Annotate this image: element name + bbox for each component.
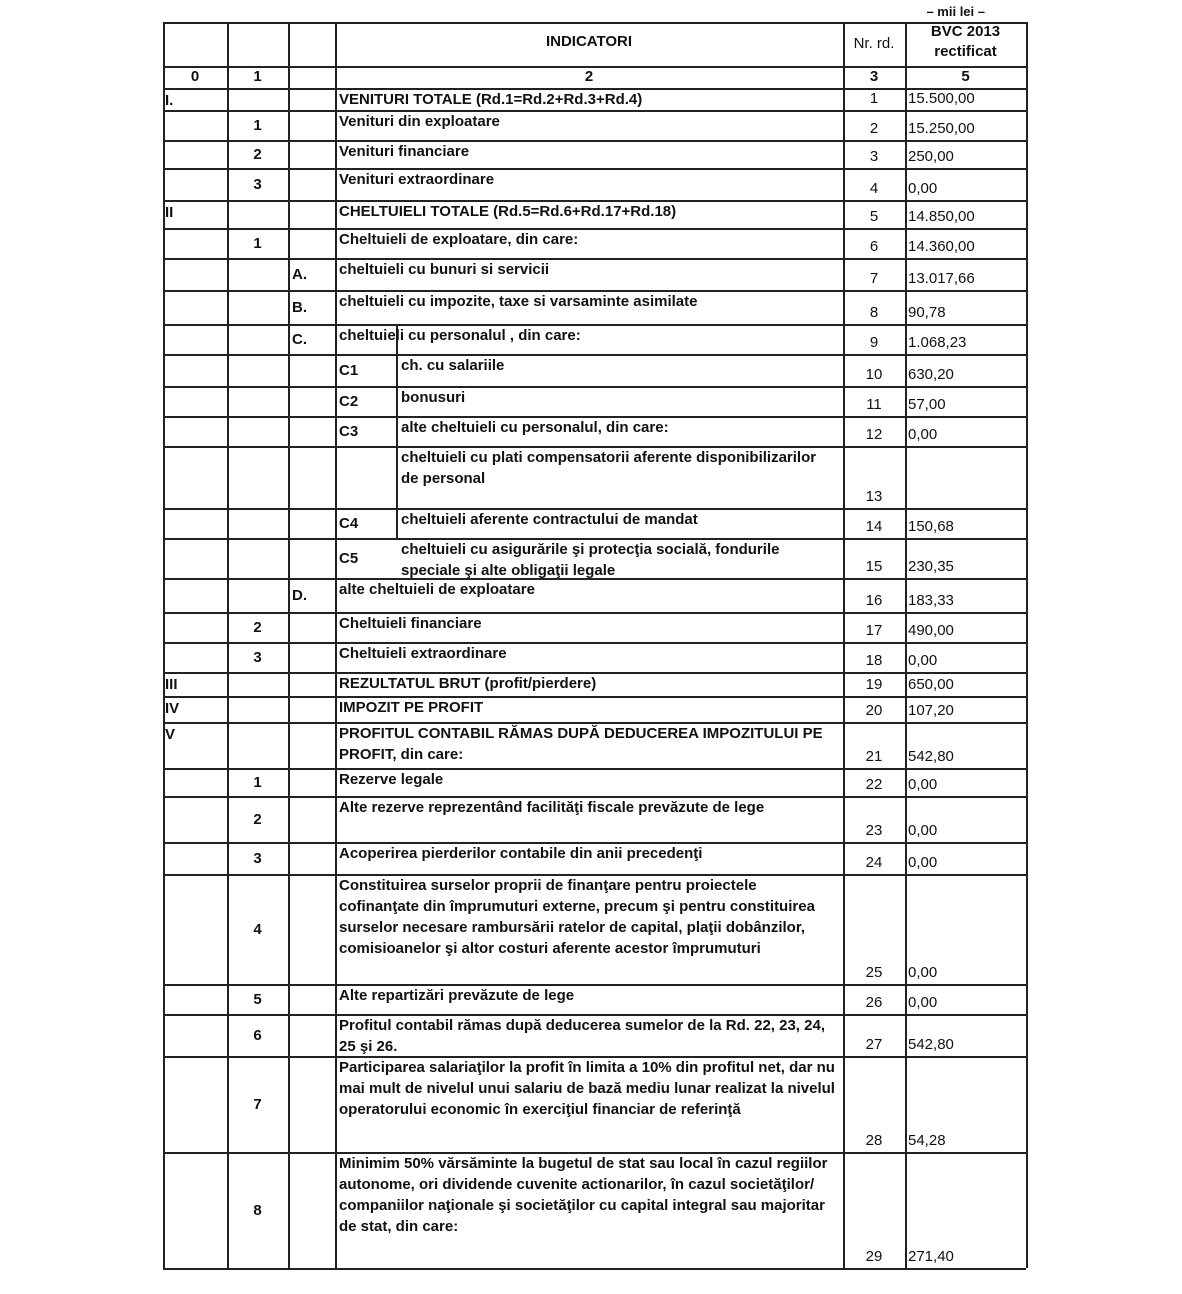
indicator-label: bonusuri bbox=[401, 389, 466, 406]
subsection-number: 6 bbox=[253, 1026, 262, 1044]
row-number: 13 bbox=[865, 488, 883, 505]
row-number: 20 bbox=[865, 702, 883, 719]
row-number: 23 bbox=[865, 822, 883, 839]
budget-value: 490,00 bbox=[908, 622, 954, 639]
grid-line-vertical bbox=[905, 22, 907, 1268]
row-number: 26 bbox=[865, 994, 883, 1011]
indicator-label: Rezerve legale bbox=[339, 771, 444, 788]
row-number: 2 bbox=[869, 120, 879, 137]
row-number: 5 bbox=[869, 208, 879, 225]
row-number: 21 bbox=[865, 748, 883, 765]
indicator-label: PROFITUL CONTABIL RĂMAS DUPĂ DEDUCEREA IMPOZITULUI PE PROFIT, din care: bbox=[339, 725, 823, 763]
row-number: 10 bbox=[865, 366, 883, 383]
column-number: 1 bbox=[253, 68, 262, 85]
subsection-number: 2 bbox=[253, 618, 262, 636]
budget-value: 150,68 bbox=[908, 518, 954, 535]
budget-value: 107,20 bbox=[908, 702, 954, 719]
budget-value: 0,00 bbox=[908, 426, 938, 443]
item-letter: C. bbox=[292, 330, 307, 348]
item-letter: B. bbox=[292, 298, 307, 316]
indicator-label: Alte rezerve reprezentând facilităţi fiscale prevăzute de lege bbox=[339, 799, 765, 816]
row-number: 24 bbox=[865, 854, 883, 871]
indicator-label: REZULTATUL BRUT (profit/pierdere) bbox=[339, 675, 597, 692]
section-number: I. bbox=[165, 92, 174, 109]
subsection-number: 5 bbox=[253, 990, 262, 1008]
grid-line-horizontal bbox=[163, 22, 1026, 24]
budget-value: 542,80 bbox=[908, 748, 954, 765]
indicator-label: Cheltuieli de exploatare, din care: bbox=[339, 231, 579, 248]
budget-value: 1.068,23 bbox=[908, 334, 967, 351]
section-number: IV bbox=[165, 700, 180, 717]
grid-line-vertical bbox=[396, 324, 398, 538]
indicator-label: Constituirea surselor proprii de finanţare pentru proiectele cofinanţate din împrumuturi externe, precum şi pentru constituirea surselor necesare rambursării ratelor de capital, plaţii dobânzilor, comisioanelor şi altor costuri aferente acestor împrumuturi bbox=[339, 877, 815, 957]
row-number: 28 bbox=[865, 1132, 883, 1149]
section-number: III bbox=[165, 676, 178, 693]
subsection-number: 8 bbox=[253, 1201, 262, 1219]
row-number: 4 bbox=[869, 180, 879, 197]
budget-value: 13.017,66 bbox=[908, 270, 975, 287]
item-code: C1 bbox=[339, 361, 359, 379]
budget-value: 271,40 bbox=[908, 1248, 954, 1265]
grid-line-vertical bbox=[288, 22, 290, 1268]
indicator-label: cheltuieli cu impozite, taxe si varsaminte asimilate bbox=[339, 293, 698, 310]
section-number: II bbox=[165, 204, 174, 221]
indicator-label: alte cheltuieli de exploatare bbox=[339, 581, 535, 598]
row-number: 11 bbox=[866, 396, 882, 413]
indicator-label: Acoperirea pierderilor contabile din anii precedenţi bbox=[339, 845, 703, 862]
indicator-label: IMPOZIT PE PROFIT bbox=[339, 699, 484, 716]
row-number: 12 bbox=[865, 426, 883, 443]
subsection-number: 3 bbox=[253, 175, 262, 193]
row-number: 27 bbox=[865, 1036, 883, 1053]
item-code: C5 bbox=[339, 549, 359, 567]
indicator-label: Venituri extraordinare bbox=[339, 171, 495, 188]
indicator-label: cheltuieli aferente contractului de mandat bbox=[401, 511, 698, 528]
item-code: C3 bbox=[339, 422, 359, 440]
subsection-number: 7 bbox=[253, 1095, 262, 1113]
indicator-label: Alte repartizări prevăzute de lege bbox=[339, 987, 575, 1004]
budget-value: 183,33 bbox=[908, 592, 954, 609]
budget-value: 14.360,00 bbox=[908, 238, 975, 255]
indicator-label: cheltuieli cu bunuri si servicii bbox=[339, 261, 550, 278]
budget-value: 250,00 bbox=[908, 148, 954, 165]
row-number: 15 bbox=[865, 558, 883, 575]
header-nr-rd: Nr. rd. bbox=[853, 35, 895, 52]
item-letter: D. bbox=[292, 586, 307, 604]
header-bvc: BVC 2013 rectificat bbox=[930, 23, 1001, 60]
subsection-number: 3 bbox=[253, 648, 262, 666]
indicator-label: cheltuieli cu personalul , din care: bbox=[339, 327, 581, 344]
grid-line-vertical bbox=[1026, 22, 1028, 1268]
indicator-label: Venituri financiare bbox=[339, 143, 470, 160]
indicator-label: VENITURI TOTALE (Rd.1=Rd.2+Rd.3+Rd.4) bbox=[339, 91, 643, 108]
budget-value: 90,78 bbox=[908, 304, 946, 321]
indicator-label: CHELTUIELI TOTALE (Rd.5=Rd.6+Rd.17+Rd.18) bbox=[339, 203, 677, 220]
row-number: 14 bbox=[865, 518, 883, 535]
row-number: 8 bbox=[869, 304, 879, 321]
budget-value: 0,00 bbox=[908, 822, 938, 839]
subsection-number: 2 bbox=[253, 810, 262, 828]
budget-value: 650,00 bbox=[908, 676, 954, 693]
indicator-label: ch. cu salariile bbox=[401, 357, 505, 374]
row-number: 7 bbox=[869, 270, 879, 287]
column-number: 3 bbox=[869, 68, 879, 85]
budget-value: 57,00 bbox=[908, 396, 946, 413]
row-number: 1 bbox=[869, 90, 879, 107]
row-number: 17 bbox=[865, 622, 883, 639]
header-indicatori: INDICATORI bbox=[545, 33, 633, 50]
indicator-label: Venituri din exploatare bbox=[339, 113, 500, 130]
budget-value: 0,00 bbox=[908, 854, 938, 871]
grid-line-vertical bbox=[335, 22, 337, 1268]
row-number: 9 bbox=[869, 334, 879, 351]
row-number: 25 bbox=[865, 964, 883, 981]
indicator-label: Cheltuieli financiare bbox=[339, 615, 482, 632]
row-number: 19 bbox=[865, 676, 883, 693]
section-number: V bbox=[165, 726, 176, 743]
budget-value: 0,00 bbox=[908, 776, 938, 793]
indicator-label: Profitul contabil rămas după deducerea sumelor de la Rd. 22, 23, 24, 25 şi 26. bbox=[339, 1017, 825, 1055]
subsection-number: 1 bbox=[253, 234, 262, 252]
item-code: C2 bbox=[339, 392, 359, 410]
budget-table bbox=[163, 22, 1026, 1268]
budget-value: 0,00 bbox=[908, 180, 938, 197]
column-number: 0 bbox=[190, 68, 200, 85]
budget-value: 0,00 bbox=[908, 652, 938, 669]
budget-value: 15.500,00 bbox=[908, 90, 975, 107]
subsection-number: 4 bbox=[253, 920, 262, 938]
indicator-label: Minimim 50% vărsăminte la bugetul de stat sau local în cazul regiilor autonome, ori dividende cuvenite actionarilor, în cazul societăţilor/ companiilor naţionale şi societăţilor cu capital integral sau majoritar de stat, din care: bbox=[339, 1155, 828, 1235]
budget-value: 0,00 bbox=[908, 964, 938, 981]
unit-note: – mii lei – bbox=[926, 4, 985, 19]
budget-value: 542,80 bbox=[908, 1036, 954, 1053]
item-letter: A. bbox=[292, 265, 307, 283]
column-number: 2 bbox=[584, 68, 594, 85]
row-number: 16 bbox=[865, 592, 883, 609]
column-number: 5 bbox=[961, 68, 970, 85]
indicator-label: Participarea salariaţilor la profit în limita a 10% din profitul net, dar nu mai mult de nivelul unui salariu de bază mediu lunar realizat la nivelul operatorului economic în exerciţiul financiar de referinţă bbox=[339, 1059, 835, 1118]
row-number: 3 bbox=[869, 148, 879, 165]
row-number: 18 bbox=[865, 652, 883, 669]
budget-value: 0,00 bbox=[908, 994, 938, 1011]
budget-value: 15.250,00 bbox=[908, 120, 975, 137]
indicator-label: alte cheltuieli cu personalul, din care: bbox=[401, 419, 669, 436]
indicator-label: cheltuieli cu plati compensatorii aferente disponibilizarilor de personal bbox=[401, 449, 817, 487]
subsection-number: 1 bbox=[253, 116, 262, 134]
row-number: 29 bbox=[865, 1248, 883, 1265]
item-code: C4 bbox=[339, 514, 359, 532]
indicator-label: cheltuieli cu asigurările şi protecţia socială, fondurile speciale şi alte obligaţii legale bbox=[401, 541, 780, 579]
budget-value: 54,28 bbox=[908, 1132, 946, 1149]
subsection-number: 1 bbox=[253, 773, 262, 791]
subsection-number: 3 bbox=[253, 849, 262, 867]
grid-line-vertical bbox=[227, 22, 229, 1268]
row-number: 22 bbox=[865, 776, 883, 793]
budget-value: 14.850,00 bbox=[908, 208, 975, 225]
indicator-label: Cheltuieli extraordinare bbox=[339, 645, 507, 662]
row-number: 6 bbox=[869, 238, 879, 255]
subsection-number: 2 bbox=[253, 145, 262, 163]
budget-value: 630,20 bbox=[908, 366, 954, 383]
budget-value: 230,35 bbox=[908, 558, 954, 575]
